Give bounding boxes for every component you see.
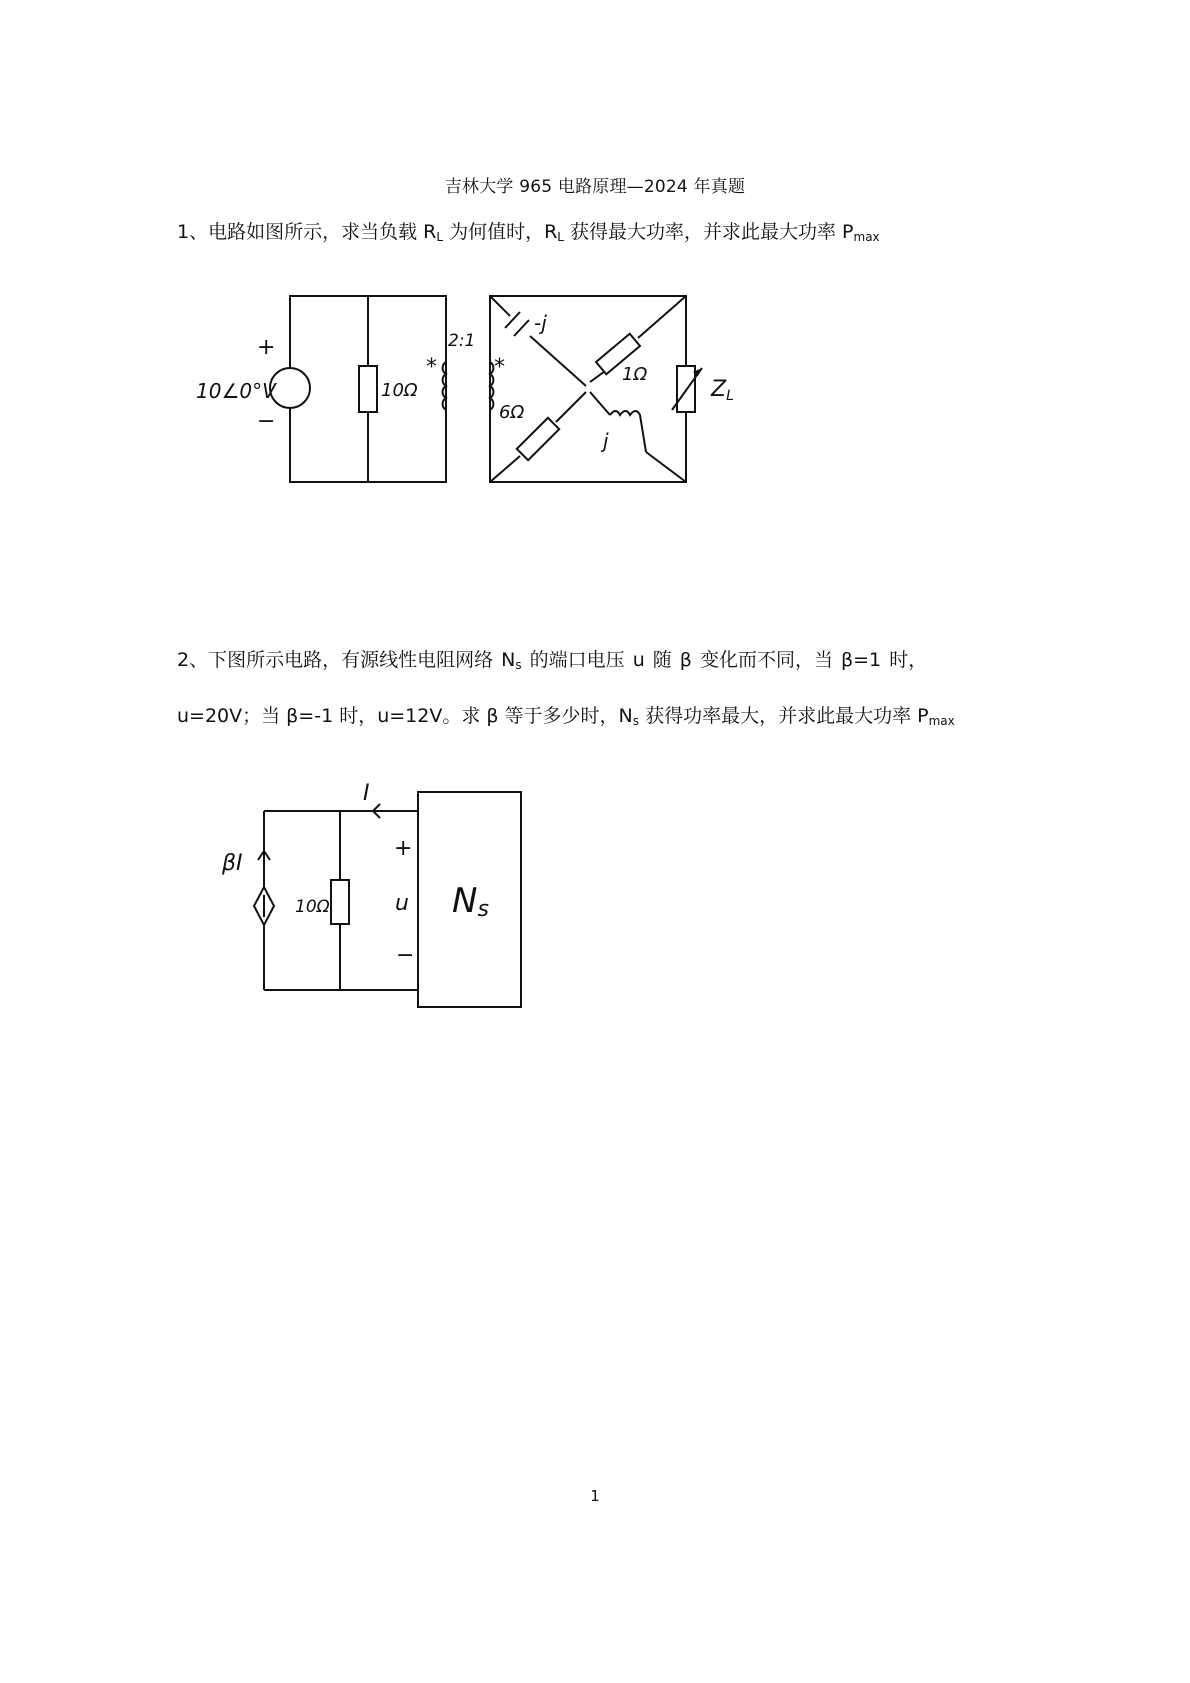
source-minus: − [257, 409, 276, 434]
load-label: ZL [711, 377, 734, 404]
source-label: 10∠0°V [196, 379, 276, 403]
resistor-label-2: 10Ω [295, 897, 330, 917]
question-2-text-line2: u=20V；当 β=-1 时，u=12V。求 β 等于多少时，$N_s$ 获得功率最大，并求此最大功率 $P_{max}$ [177, 705, 955, 728]
inductor-label: j [603, 429, 609, 453]
capacitor-label: -j [534, 311, 547, 335]
source-plus: + [257, 335, 276, 360]
resistor-10-label: 10Ω [381, 380, 418, 401]
voltage-source-icon [270, 368, 310, 408]
resistor-6-label: 6Ω [499, 402, 525, 423]
resistor-6-ohm [517, 418, 559, 460]
voltage-minus: − [396, 943, 415, 968]
voltage-label: u [395, 891, 409, 916]
source-label-2: βI [222, 851, 243, 876]
circuit-1-diagram [185, 280, 745, 490]
turns-ratio: 2:1 [448, 331, 476, 351]
page-title: 吉林大学 965 电路原理—2024 年真题 [444, 177, 746, 197]
voltage-plus: + [394, 836, 413, 861]
dot-secondary: * [494, 355, 505, 380]
resistor-10-ohm-2 [331, 880, 349, 924]
question-2-text-line1: 2、下图所示电路，有源线性电阻网络 $N_s$ 的端口电压 u 随 β 变化而不同，当 β=1 时， [177, 649, 928, 672]
circuit1-bridge-frame [490, 296, 686, 482]
circuit-2-diagram [205, 775, 545, 1025]
question-1-text: 1、电路如图所示，求当负载 $R_L$ 为何值时，$R_L$ 获得最大功率，并求此最大功率 $P_{max}$ [177, 221, 880, 244]
network-label: Ns [452, 881, 489, 922]
inductor-j-icon [610, 411, 646, 452]
resistor-10-ohm [359, 366, 377, 412]
resistor-1-label: 1Ω [622, 364, 648, 385]
page-number: 1 [590, 1487, 600, 1505]
dot-primary: * [426, 355, 437, 380]
capacitor-plate-2 [514, 320, 529, 336]
current-label: I [363, 781, 370, 806]
